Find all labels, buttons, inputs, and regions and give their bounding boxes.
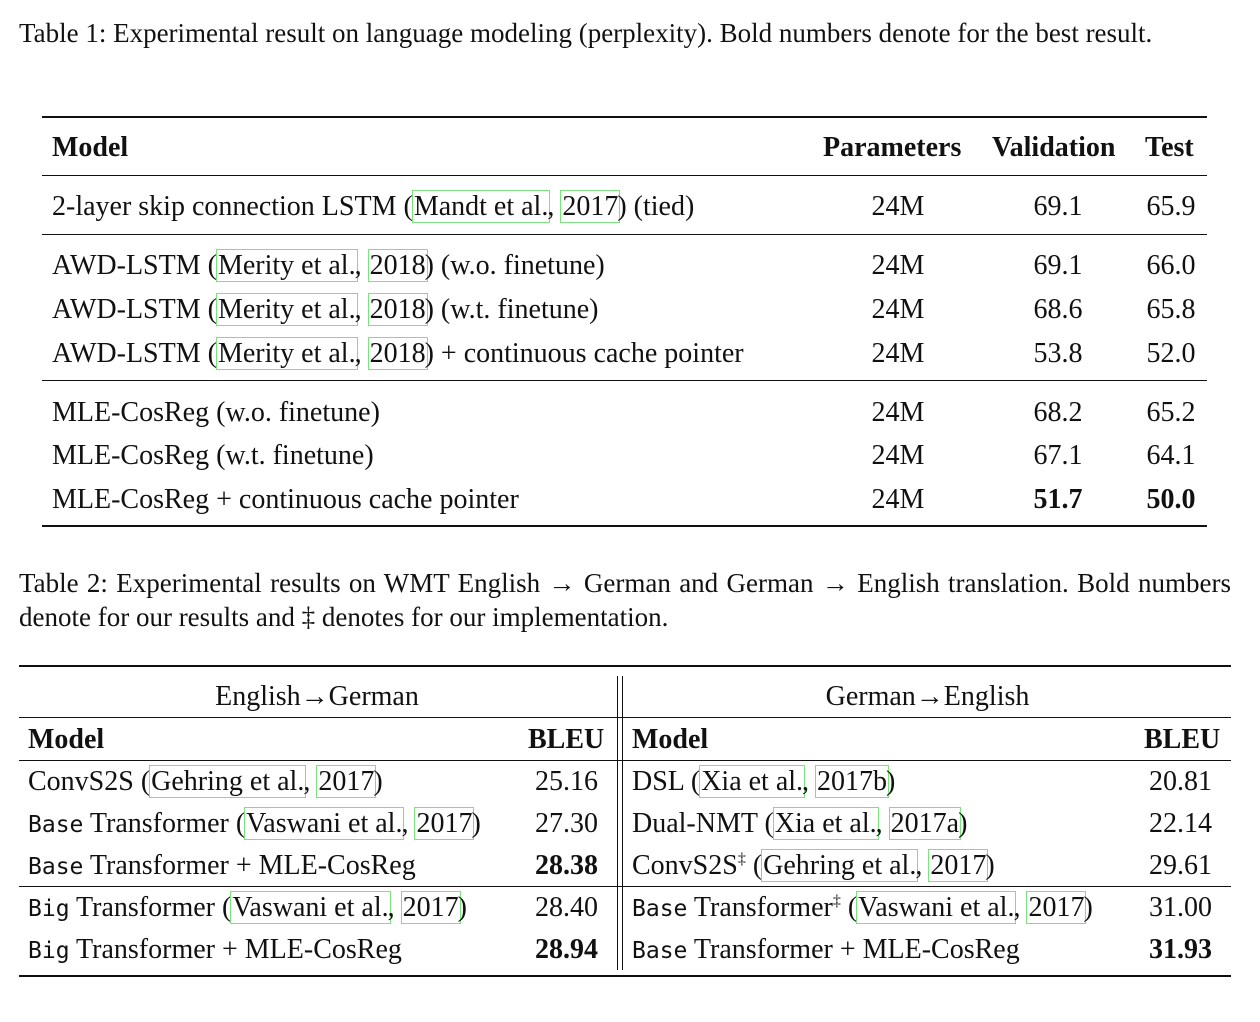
citation-year-link[interactable]: 2017 — [402, 892, 459, 923]
table2-right-header-bleu: BLEU — [1144, 724, 1221, 755]
table2-left-row-bleu: 28.40 — [535, 892, 598, 923]
table1-row-params: 24M — [871, 484, 925, 515]
table1-row-model: AWD-LSTM (Merity et al., 2018) + continuous cache pointer — [52, 338, 744, 369]
table1-row-params: 24M — [871, 338, 925, 369]
table1-row-params: 24M — [871, 397, 925, 428]
citation-link[interactable]: Vaswani et al. — [246, 808, 403, 839]
table1-row-params: 24M — [871, 250, 925, 281]
citation-year-link[interactable]: 2017 — [318, 766, 375, 797]
table1-row-model: AWD-LSTM (Merity et al., 2018) (w.t. finetune) — [52, 294, 599, 325]
table1-row-test: 65.9 — [1146, 191, 1196, 222]
table1-row-params: 24M — [871, 440, 925, 471]
table1-row-test: 52.0 — [1146, 338, 1196, 369]
table1-row-val: 67.1 — [1033, 440, 1083, 471]
table2-right-group-header: German→English — [825, 681, 1030, 712]
table1-header-test: Test — [1145, 132, 1194, 163]
table2-left-row-model: ConvS2S (Gehring et al., 2017) — [28, 766, 383, 797]
citation-link[interactable]: Xia et al. — [774, 808, 877, 839]
table2-right-row-model: DSL (Xia et al., 2017b) — [632, 766, 896, 797]
table1-row-test: 64.1 — [1146, 440, 1196, 471]
table2-right-row-bleu: 22.14 — [1149, 808, 1212, 839]
table2-left-row-bleu: 28.38 — [535, 850, 598, 881]
table2-header-rule — [19, 760, 1231, 761]
table1-header-rule — [42, 175, 1207, 176]
table1-row-test: 65.2 — [1146, 397, 1196, 428]
table1-caption: Table 1: Experimental result on language modeling (perplexity). Bold numbers denote for the best result. — [19, 18, 1153, 48]
table1-row-val: 53.8 — [1033, 338, 1083, 369]
own-implementation-mark: ‡ — [832, 892, 841, 910]
table1-group-rule — [42, 380, 1207, 381]
citation-link[interactable]: Gehring et al. — [151, 766, 305, 797]
table2-right-row-model: Base Transformer‡ (Vaswani et al., 2017) — [632, 892, 1093, 923]
table2-left-row-model: Big Transformer + MLE-CosReg — [28, 934, 402, 965]
column-separator-rule — [622, 676, 623, 970]
table1-group-rule — [42, 234, 1207, 235]
table2-left-group-header: English→German — [215, 681, 419, 712]
citation-link[interactable]: Vaswani et al. — [232, 892, 389, 923]
table2-left-header-model: Model — [28, 724, 105, 755]
table2-left-row-bleu: 28.94 — [535, 934, 598, 965]
table2-right-row-bleu: 31.93 — [1149, 934, 1212, 965]
citation-year-link[interactable]: 2017a — [890, 808, 960, 839]
citation-link[interactable]: Merity et al. — [217, 338, 356, 369]
citation-year-link[interactable]: 2018 — [369, 294, 426, 325]
table1-row-test: 65.8 — [1146, 294, 1196, 325]
table1-row-test: 50.0 — [1146, 484, 1196, 515]
table1-row-params: 24M — [871, 191, 925, 222]
citation-link[interactable]: Vaswani et al. — [858, 892, 1015, 923]
table1-bottom-rule — [42, 525, 1207, 527]
table1-row-model: MLE-CosReg (w.t. finetune) — [52, 440, 374, 471]
table2-left-row-bleu: 27.30 — [535, 808, 598, 839]
table2-bottom-rule — [19, 975, 1231, 977]
table2-group-header-rule — [19, 717, 1231, 718]
table1-row-val: 51.7 — [1033, 484, 1083, 515]
citation-year-link[interactable]: 2018 — [369, 338, 426, 369]
table1-row-model: MLE-CosReg + continuous cache pointer — [52, 484, 519, 515]
table2-top-rule — [19, 665, 1231, 667]
table2-left-row-model: Base Transformer (Vaswani et al., 2017) — [28, 808, 481, 839]
citation-year-link[interactable]: 2017 — [930, 850, 987, 881]
table2-left-header-bleu: BLEU — [528, 724, 605, 755]
table1-top-rule — [42, 116, 1207, 118]
table1-row-val: 68.2 — [1033, 397, 1083, 428]
citation-year-link[interactable]: 2018 — [369, 250, 426, 281]
citation-year-link[interactable]: 2017 — [416, 808, 473, 839]
table1-header-validation: Validation — [992, 132, 1116, 163]
table2-left-row-model: Big Transformer (Vaswani et al., 2017) — [28, 892, 467, 923]
table1-row-model: MLE-CosReg (w.o. finetune) — [52, 397, 380, 428]
table2-left-row-bleu: 25.16 — [535, 766, 598, 797]
table2-left-row-model: Base Transformer + MLE-CosReg — [28, 850, 416, 881]
table2-caption: Table 2: Experimental results on WMT English → German and German → English translation. Bold numbers denote for our results and ‡ denotes for our implementation. — [19, 568, 1231, 632]
table2-right-row-bleu: 29.61 — [1149, 850, 1212, 881]
table1-row-model: 2-layer skip connection LSTM (Mandt et al., 2017) (tied) — [52, 191, 695, 222]
table1-row-params: 24M — [871, 294, 925, 325]
table2-right-row-bleu: 20.81 — [1149, 766, 1212, 797]
citation-year-link[interactable]: 2017b — [817, 766, 888, 797]
table1-row-model: AWD-LSTM (Merity et al., 2018) (w.o. finetune) — [52, 250, 605, 281]
table2-group-rule — [19, 886, 1231, 887]
table2-right-row-model: ConvS2S‡ (Gehring et al., 2017) — [632, 850, 995, 881]
table1-row-val: 69.1 — [1033, 191, 1083, 222]
own-implementation-mark: ‡ — [737, 850, 746, 868]
table1-header-parameters: Parameters — [823, 132, 962, 163]
table2-right-row-bleu: 31.00 — [1149, 892, 1212, 923]
table2-right-row-model: Dual-NMT (Xia et al., 2017a) — [632, 808, 968, 839]
table1-row-test: 66.0 — [1146, 250, 1196, 281]
table2-right-row-model: Base Transformer + MLE-CosReg — [632, 934, 1020, 965]
citation-link[interactable]: Gehring et al. — [763, 850, 917, 881]
column-separator-rule — [617, 676, 618, 970]
citation-year-link[interactable]: 2017 — [562, 191, 619, 222]
citation-link[interactable]: Merity et al. — [217, 294, 356, 325]
citation-year-link[interactable]: 2017 — [1028, 892, 1085, 923]
citation-link[interactable]: Xia et al. — [701, 766, 804, 797]
table1-row-val: 68.6 — [1033, 294, 1083, 325]
table1-row-val: 69.1 — [1033, 250, 1083, 281]
citation-link[interactable]: Mandt et al. — [413, 191, 549, 222]
table1-header-model: Model — [52, 132, 129, 163]
citation-link[interactable]: Merity et al. — [217, 250, 356, 281]
table2-right-header-model: Model — [632, 724, 709, 755]
